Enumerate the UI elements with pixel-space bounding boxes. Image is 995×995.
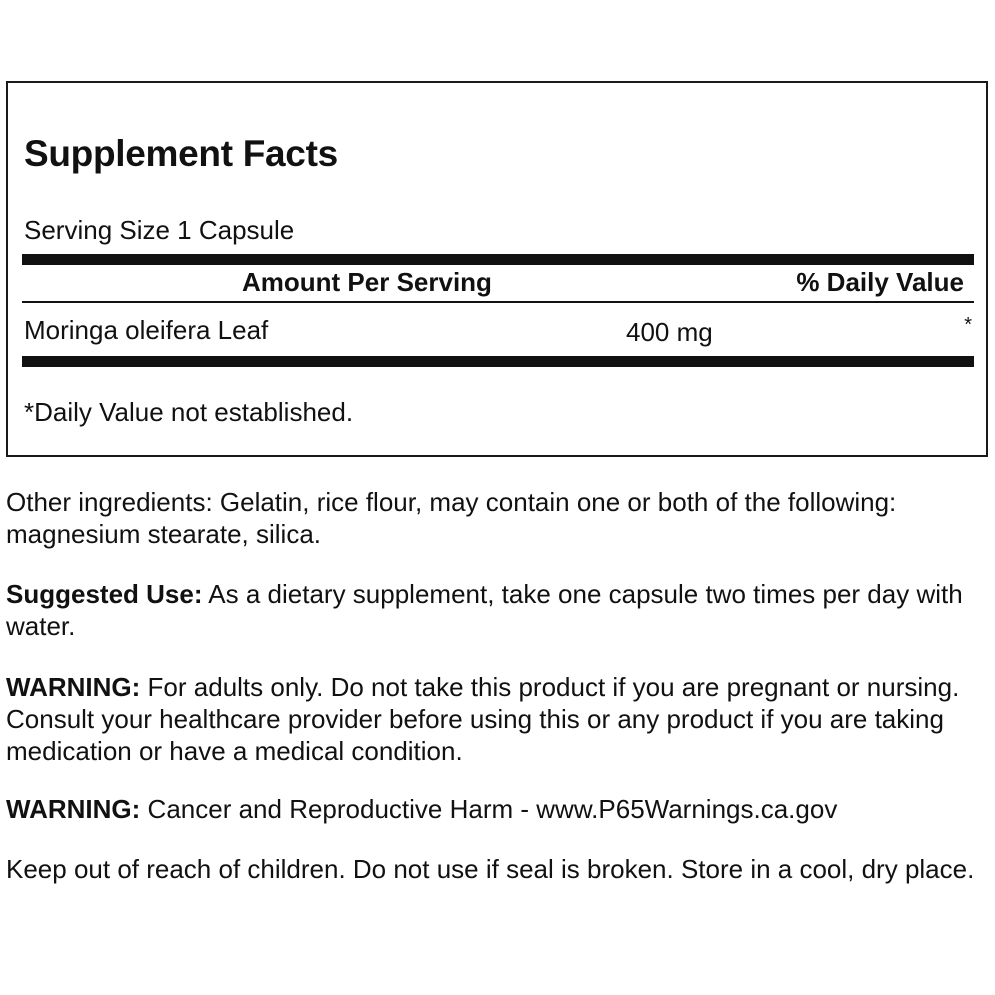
daily-value-header: % Daily Value [796,267,964,297]
warning-p65-label: WARNING: [6,794,141,824]
ingredient-amount: 400 mg [626,317,713,347]
thick-divider-top [22,254,974,265]
warning-general-label: WARNING: [6,672,141,702]
serving-size: Serving Size 1 Capsule [24,215,295,245]
facts-title: Supplement Facts [24,133,338,174]
daily-value-footnote: *Daily Value not established. [24,397,354,427]
suggested-use-text: As a dietary supplement, take one capsule two times per day with water. [6,579,963,641]
other-ingredients-text: Other ingredients: Gelatin, rice flour, may contain one or both of the following: magnesium stearate, silica. [6,487,897,549]
thick-divider-bottom [22,356,974,367]
other-ingredients [6,486,991,550]
suggested-use-label: Suggested Use: [6,579,203,609]
warning-general-text: For adults only. Do not take this product if you are pregnant or nursing. Consult your healthcare provider before using this or any product if you are taking medication or have a medical condition. [6,672,960,766]
thin-divider [22,301,974,303]
ingredient-daily-value: * [964,314,972,336]
warning-p65 [6,793,991,825]
warning-general [6,671,991,767]
warning-p65-text: Cancer and Reproductive Harm - www.P65Warnings.ca.gov [140,794,838,824]
ingredient-name: Moringa oleifera Leaf [24,315,269,345]
storage-text: Keep out of reach of children. Do not use if seal is broken. Store in a cool, dry place. [6,854,975,884]
storage-instructions [6,853,991,885]
supplement-facts-panel [6,81,988,457]
amount-per-serving-header: Amount Per Serving [242,267,492,297]
suggested-use [6,578,991,642]
